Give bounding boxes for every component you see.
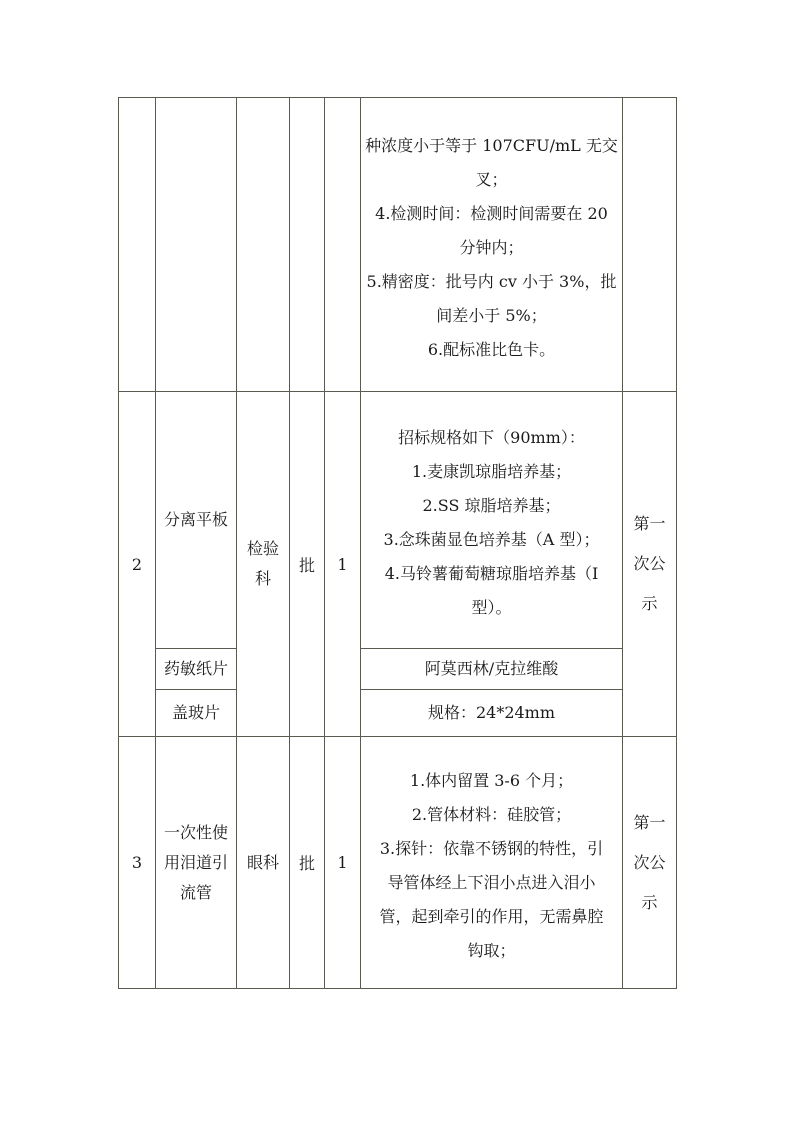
spec-line: 招标规格如下（90mm）： [398, 428, 585, 447]
table-row [119, 98, 677, 392]
spec-line: 间差小于 5%； [436, 305, 547, 325]
qty-cell [325, 98, 361, 392]
no-cell: 2 [119, 392, 156, 737]
spec-line: 管，起到牵引的作用，无需鼻腔 [379, 906, 604, 926]
no-cell: 3 [119, 737, 156, 989]
table-row [119, 649, 677, 690]
spec-line: 导管体经上下泪小点进入泪小 [387, 872, 596, 892]
dept-cell [237, 98, 290, 392]
no-cell [119, 98, 156, 392]
spec-line: 型）。 [471, 598, 512, 617]
spec-line: 分钟内； [459, 237, 524, 257]
table-row [119, 690, 677, 737]
spec-line: 阿莫西林/克拉维酸 [424, 659, 559, 678]
spec-line: 4.检测时间：检测时间需要在 20 [375, 203, 608, 223]
spec-cell [361, 392, 623, 649]
spec-line: 钩取； [467, 940, 516, 960]
unit-cell [290, 98, 325, 392]
spec-cell [361, 690, 623, 737]
spec-line: 3.探针：依靠不锈钢的特性，引 [379, 838, 604, 858]
spec-line: 5.精密度：批号内 cv 小于 3%，批 [366, 271, 617, 291]
spec-line: 2.管体材料：硅胶管； [411, 804, 572, 824]
spec-line: 3.念珠菌显色培养基（A 型）； [383, 530, 600, 549]
name-cell [156, 98, 237, 392]
spec-line: 4.马铃薯葡萄糖琼脂培养基（Ⅰ [384, 564, 599, 583]
dept-cell: 检验 科 [237, 392, 290, 737]
table-row [119, 737, 677, 989]
note-cell: 第一 次公 示 [623, 392, 677, 737]
qty-cell: 1 [325, 392, 361, 737]
spec-cell [361, 737, 623, 989]
spec-line: 种浓度小于等于 107CFU/mL 无交 [365, 135, 618, 155]
note-cell [623, 98, 677, 392]
unit-cell: 批 [290, 737, 325, 989]
spec-line: 1.麦康凯琼脂培养基； [411, 462, 572, 481]
name-cell: 盖玻片 [156, 690, 237, 737]
procurement-spec-table [118, 97, 677, 989]
spec-line: 叉； [475, 169, 508, 189]
spec-line: 规格：24*24mm [427, 703, 556, 722]
spec-line: 6.配标准比色卡。 [427, 339, 556, 359]
qty-cell: 1 [325, 737, 361, 989]
note-cell: 第一 次公 示 [623, 737, 677, 989]
name-cell: 药敏纸片 [156, 649, 237, 690]
spec-cell [361, 98, 623, 392]
spec-line: 1.体内留置 3-6 个月； [409, 770, 574, 790]
table-row [119, 392, 677, 649]
spec-line: 2.SS 琼脂培养基； [422, 496, 561, 515]
dept-cell: 眼科 [237, 737, 290, 989]
name-cell: 分离平板 [156, 392, 237, 649]
name-cell: 一次性使 用泪道引 流管 [156, 737, 237, 989]
spec-cell [361, 649, 623, 690]
unit-cell: 批 [290, 392, 325, 737]
